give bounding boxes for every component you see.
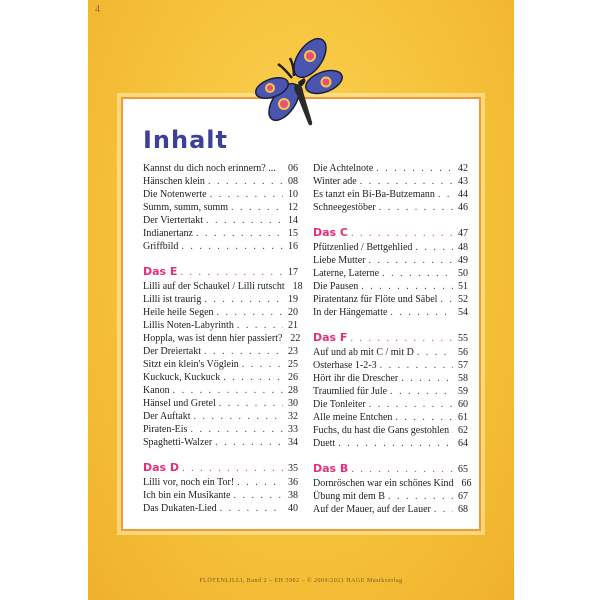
toc-entry bbox=[143, 358, 298, 371]
toc-entry-title: Piraten-Eis bbox=[143, 424, 188, 435]
toc-entry-title: Ich bin ein Musikante bbox=[143, 490, 231, 501]
toc-entry bbox=[313, 490, 468, 503]
toc-entry bbox=[313, 424, 468, 437]
toc-leader-dots bbox=[369, 398, 453, 411]
toc-entry bbox=[313, 254, 468, 267]
toc-entry bbox=[143, 436, 298, 449]
toc-entry-title: Alle meine Entchen bbox=[313, 412, 393, 423]
page-number: 4 bbox=[95, 4, 100, 15]
toc-leader-dots bbox=[401, 372, 453, 385]
toc-leader-dots bbox=[181, 240, 283, 253]
toc-page-number: 14 bbox=[288, 215, 298, 226]
toc-entry-title: Kuckuck, Kuckuck bbox=[143, 372, 221, 383]
toc-page-number: 67 bbox=[458, 491, 468, 502]
toc-leader-dots bbox=[206, 214, 283, 227]
toc-page-number: 44 bbox=[458, 189, 468, 200]
toc-entry bbox=[313, 477, 472, 490]
toc-entry bbox=[143, 280, 303, 293]
toc-entry-title: Der Auftakt bbox=[143, 411, 191, 422]
toc-entry bbox=[143, 293, 298, 306]
toc-entry-title: Übung mit dem B bbox=[313, 491, 385, 502]
toc-entry bbox=[313, 267, 468, 280]
toc-entry-title: Fuchs, du hast die Gans gestohlen bbox=[313, 425, 450, 436]
toc-page-number: 68 bbox=[458, 504, 468, 515]
toc-page-number: 10 bbox=[288, 189, 298, 200]
toc-leader-dots bbox=[338, 437, 453, 450]
toc-leader-dots bbox=[395, 411, 453, 424]
toc-entry-title: Lilli auf der Schaukel / Lilli rutscht bbox=[143, 281, 285, 292]
toc-page-number: 62 bbox=[458, 425, 468, 436]
toc-entry-title: Das F bbox=[313, 331, 348, 344]
toc-entry bbox=[143, 175, 298, 188]
toc-section-heading bbox=[313, 224, 468, 241]
toc-page-number: 15 bbox=[288, 228, 298, 239]
toc-page-number: 28 bbox=[288, 385, 298, 396]
toc-page-number: 17 bbox=[288, 267, 298, 278]
toc-page-number: 54 bbox=[458, 307, 468, 318]
toc-page-number: 32 bbox=[288, 411, 298, 422]
toc-leader-dots bbox=[380, 359, 453, 372]
toc-entry-title: Indianertanz bbox=[143, 228, 193, 239]
toc-leader-dots bbox=[233, 489, 283, 502]
toc-leader-dots bbox=[350, 330, 453, 347]
toc-entry bbox=[143, 371, 298, 384]
toc-entry-title: Osterhase 1-2-3 bbox=[313, 360, 377, 371]
toc-leader-dots bbox=[204, 293, 283, 306]
toc-page-number: 56 bbox=[458, 347, 468, 358]
toc-leader-dots bbox=[180, 264, 283, 281]
toc-leader-dots bbox=[390, 385, 453, 398]
toc-entry-title: Dornröschen war ein schönes Kind bbox=[313, 478, 454, 489]
toc-page-number: 23 bbox=[288, 346, 298, 357]
toc-leader-dots bbox=[194, 410, 284, 423]
toc-entry bbox=[143, 476, 298, 489]
toc-entry-title: Das B bbox=[313, 462, 349, 475]
toc-page-number: 16 bbox=[288, 241, 298, 252]
toc-entry bbox=[313, 503, 468, 516]
toc-entry bbox=[143, 201, 298, 214]
toc-entry bbox=[143, 345, 298, 358]
toc-leader-dots bbox=[210, 188, 283, 201]
toc-leader-dots bbox=[217, 306, 283, 319]
toc-page-number: 52 bbox=[458, 294, 468, 305]
toc-entry bbox=[313, 162, 468, 175]
toc-entry bbox=[313, 280, 468, 293]
toc-entry bbox=[143, 502, 298, 515]
toc-right-column bbox=[313, 162, 472, 516]
toc-entry-title: Liebe Mutter bbox=[313, 255, 366, 266]
toc-leader-dots bbox=[351, 225, 453, 242]
toc-entry bbox=[143, 384, 298, 397]
toc-page-number: 34 bbox=[288, 437, 298, 448]
toc-page-number: 57 bbox=[458, 360, 468, 371]
toc-leader-dots bbox=[390, 306, 453, 319]
toc-page-number: 42 bbox=[458, 163, 468, 174]
toc-entry-title: Auf und ab mit C / mit D bbox=[313, 347, 414, 358]
toc-entry bbox=[143, 214, 298, 227]
toc-section-heading bbox=[143, 459, 298, 476]
toc-leader-dots bbox=[434, 503, 453, 516]
toc-page-number: 47 bbox=[458, 228, 468, 239]
toc-entry bbox=[143, 188, 298, 201]
toc-entry-title: Die Achtelnote bbox=[313, 163, 374, 174]
toc-entry-title: Lillis Noten-Labyrinth bbox=[143, 320, 234, 331]
toc-section-heading bbox=[313, 329, 468, 346]
toc-entry-title: Laterne, Laterne bbox=[313, 268, 380, 279]
toc-entry bbox=[143, 332, 301, 345]
footer-text: FLÖTENLILLI, Band 2 – EH 3902 – © 2009/2021 HAGE Musikverlag bbox=[199, 578, 403, 584]
toc-entry bbox=[313, 385, 468, 398]
toc-entry-title: Hänschen klein bbox=[143, 176, 205, 187]
toc-entry bbox=[143, 162, 298, 175]
toc-entry-title: Kanon bbox=[143, 385, 170, 396]
toc-leader-dots bbox=[415, 241, 453, 254]
toc-leader-dots bbox=[368, 254, 453, 267]
toc-page-number: 55 bbox=[458, 333, 468, 344]
toc-entry-title: Das C bbox=[313, 226, 349, 239]
toc-entry bbox=[143, 410, 298, 423]
toc-page-number: 66 bbox=[461, 478, 472, 489]
toc-leader-dots bbox=[204, 345, 283, 358]
toc-section-heading bbox=[313, 460, 468, 477]
toc-entry bbox=[313, 398, 468, 411]
toc-leader-dots bbox=[215, 436, 283, 449]
toc-entry bbox=[313, 293, 468, 306]
toc-leader-dots bbox=[190, 423, 283, 436]
toc-page-number: 12 bbox=[288, 202, 298, 213]
toc-leader-dots bbox=[242, 358, 283, 371]
toc-entry-title: Der Dreiertakt bbox=[143, 346, 202, 357]
toc-page-number: 19 bbox=[288, 294, 298, 305]
toc-page-number: 21 bbox=[288, 320, 298, 331]
toc-section-heading bbox=[143, 263, 298, 280]
toc-page-number: 20 bbox=[288, 307, 298, 318]
toc-leader-dots bbox=[379, 201, 453, 214]
toc-page-number: 43 bbox=[458, 176, 468, 187]
toc-entry-title: Es tanzt ein Bi-Ba-Butzemann bbox=[313, 189, 435, 200]
toc-leader-dots bbox=[417, 346, 453, 359]
toc-entry-title: Das E bbox=[143, 265, 178, 278]
toc-page-number: 49 bbox=[458, 255, 468, 266]
toc-entry-title: Der Viertertakt bbox=[143, 215, 204, 226]
toc-entry bbox=[313, 241, 468, 254]
toc-entry bbox=[313, 437, 468, 450]
toc-page-number: 08 bbox=[288, 176, 298, 187]
toc-page-number: 26 bbox=[288, 372, 298, 383]
toc-entry-title: Winter ade bbox=[313, 176, 357, 187]
toc-page-number: 22 bbox=[290, 333, 301, 344]
toc-leader-dots bbox=[351, 461, 453, 478]
toc-page-number: 64 bbox=[458, 438, 468, 449]
toc-leader-dots bbox=[388, 490, 453, 503]
toc-entry-title: Kannst du dich noch erinnern? ... bbox=[143, 163, 276, 174]
toc-entry-title: Summ, summ, summ bbox=[143, 202, 229, 213]
toc-entry-title: Hoppla, was ist denn hier passiert? bbox=[143, 333, 283, 344]
toc-entry-title: Spaghetti-Walzer bbox=[143, 437, 213, 448]
toc-leader-dots bbox=[237, 476, 283, 489]
toc-entry-title: Hört ihr die Drescher bbox=[313, 373, 399, 384]
toc-left-column bbox=[143, 162, 303, 515]
toc-page-number: 36 bbox=[288, 477, 298, 488]
toc-page-number: 61 bbox=[458, 412, 468, 423]
toc-page-number: 60 bbox=[458, 399, 468, 410]
toc-entry bbox=[143, 319, 298, 332]
toc-leader-dots bbox=[237, 319, 283, 332]
page-title: Inhalt bbox=[143, 126, 228, 154]
toc-leader-dots bbox=[220, 502, 283, 515]
toc-page-number: 48 bbox=[458, 242, 468, 253]
toc-entry-title: Sitzt ein klein's Vöglein bbox=[143, 359, 239, 370]
toc-entry bbox=[143, 227, 298, 240]
toc-entry bbox=[313, 175, 468, 188]
toc-leader-dots bbox=[223, 371, 283, 384]
toc-page-number: 06 bbox=[288, 163, 298, 174]
toc-entry-title: Die Notenwerte bbox=[143, 189, 207, 200]
toc-page-number: 38 bbox=[288, 490, 298, 501]
toc-leader-dots bbox=[360, 175, 453, 188]
toc-entry bbox=[143, 397, 298, 410]
toc-entry-title: Das D bbox=[143, 461, 180, 474]
toc-entry bbox=[313, 201, 468, 214]
toc-entry-title: Lilli ist traurig bbox=[143, 294, 202, 305]
toc-entry-title: Das Dukaten-Lied bbox=[143, 503, 217, 514]
toc-entry-title: Lilli vor, noch ein Tor! bbox=[143, 477, 235, 488]
toc-entry-title: Die Tonleiter bbox=[313, 399, 366, 410]
toc-page-number: 51 bbox=[458, 281, 468, 292]
toc-leader-dots bbox=[376, 162, 453, 175]
toc-entry-title: In der Hängematte bbox=[313, 307, 388, 318]
toc-leader-dots bbox=[182, 460, 283, 477]
toc-entry bbox=[313, 359, 468, 372]
toc-leader-dots bbox=[231, 201, 283, 214]
toc-entry-title: Auf der Mauer, auf der Lauer bbox=[313, 504, 431, 515]
toc-leader-dots bbox=[440, 293, 453, 306]
toc-entry bbox=[143, 423, 298, 436]
toc-entry bbox=[313, 188, 468, 201]
toc-leader-dots bbox=[219, 397, 283, 410]
toc-entry-title: Traumlied für Jule bbox=[313, 386, 388, 397]
toc-leader-dots bbox=[173, 384, 283, 397]
toc-entry bbox=[313, 411, 468, 424]
toc-entry-title: Griffbild bbox=[143, 241, 179, 252]
toc-page-number: 46 bbox=[458, 202, 468, 213]
toc-entry-title: Duett bbox=[313, 438, 336, 449]
toc-entry bbox=[143, 306, 298, 319]
toc-page-number: 35 bbox=[288, 463, 298, 474]
toc-entry bbox=[143, 489, 298, 502]
toc-page-number: 18 bbox=[292, 281, 303, 292]
dragonfly-icon bbox=[244, 36, 344, 136]
toc-entry bbox=[143, 240, 298, 253]
toc-leader-dots bbox=[382, 267, 453, 280]
toc-entry-title: Piratentanz für Flöte und Säbel bbox=[313, 294, 438, 305]
toc-page-number: 33 bbox=[288, 424, 298, 435]
toc-page-number: 50 bbox=[458, 268, 468, 279]
toc-entry bbox=[313, 346, 468, 359]
toc-leader-dots bbox=[452, 424, 453, 437]
toc-entry bbox=[313, 372, 468, 385]
toc-page-number: 59 bbox=[458, 386, 468, 397]
toc-leader-dots bbox=[208, 175, 283, 188]
toc-page-number: 40 bbox=[288, 503, 298, 514]
toc-leader-dots bbox=[361, 280, 453, 293]
toc-entry-title: Die Pausen bbox=[313, 281, 359, 292]
toc-entry-title: Hänsel und Gretel bbox=[143, 398, 216, 409]
toc-entry bbox=[313, 306, 468, 319]
toc-entry-title: Schneegestöber bbox=[313, 202, 376, 213]
toc-entry-title: Pfützenlied / Bettgehlied bbox=[313, 242, 413, 253]
toc-page-number: 30 bbox=[288, 398, 298, 409]
toc-page-number: 25 bbox=[288, 359, 298, 370]
toc-page-number: 58 bbox=[458, 373, 468, 384]
toc-leader-dots bbox=[438, 188, 453, 201]
toc-entry-title: Heile heile Segen bbox=[143, 307, 214, 318]
toc-leader-dots bbox=[196, 227, 283, 240]
toc-page-number: 65 bbox=[458, 464, 468, 475]
